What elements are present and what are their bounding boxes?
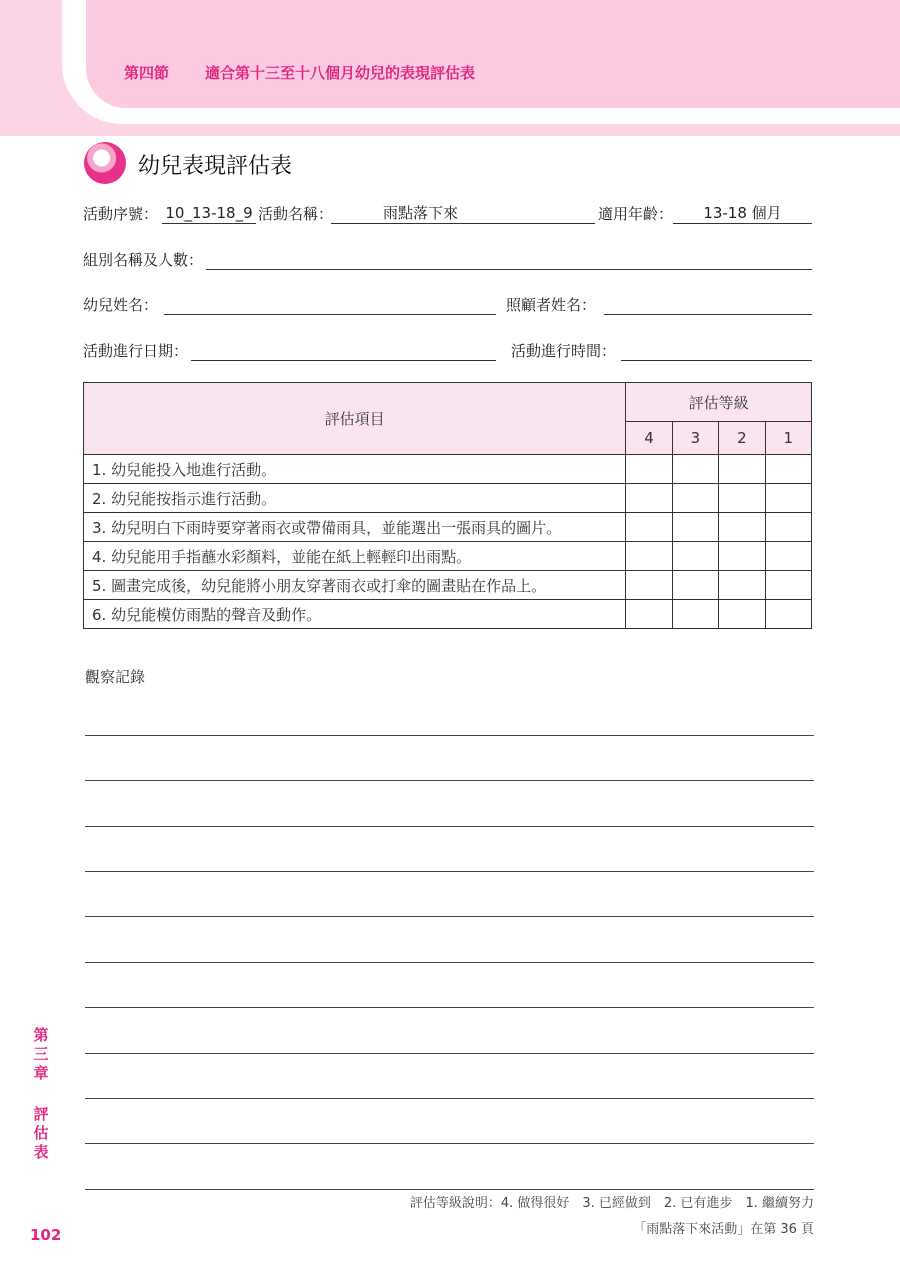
chapter-char: 第 [33,1026,49,1044]
grade-cell[interactable] [719,600,765,629]
chapter-char: 三 [33,1045,49,1063]
header-panel [86,0,900,108]
child-name-label: 幼兒姓名： [83,296,159,314]
chapter-title-char: 估 [33,1124,49,1142]
group-label: 組別名稱及人數： [83,251,204,269]
carer-name-label: 照顧者姓名： [506,296,597,314]
observation-line[interactable] [85,780,814,781]
grade-1-header: 1 [765,422,811,455]
grade-4-header: 4 [626,422,672,455]
chapter-title-char: 評 [33,1105,49,1123]
grade-cell[interactable] [626,600,672,629]
item-header: 評估項目 [84,383,626,455]
activity-name-value: 雨點落下來 [383,204,459,222]
activity-name-field[interactable] [331,203,595,224]
grade-cell[interactable] [672,455,718,484]
grade-cell[interactable] [672,600,718,629]
observation-line[interactable] [85,871,814,872]
observation-line[interactable] [85,1098,814,1099]
table-row [84,571,812,600]
grade-cell[interactable] [765,455,811,484]
age-field[interactable]: 13-18 個月 [673,203,812,224]
grade-2-header: 2 [719,422,765,455]
item-text: 1. 幼兒能投入地進行活動。 [84,455,626,484]
section-title: 適合第十三至十八個月幼兒的表現評估表 [205,64,476,82]
group-field[interactable] [206,249,812,270]
grade-cell[interactable] [765,542,811,571]
table-row [84,513,812,542]
observation-line[interactable] [85,916,814,917]
grade-legend: 評估等級說明：4. 做得很好 3. 已經做到 2. 已有進步 1. 繼續努力 [409,1196,814,1211]
grade-cell[interactable] [672,513,718,542]
child-name-field[interactable] [164,294,496,315]
evaluation-table [83,382,812,629]
grade-cell[interactable] [626,484,672,513]
time-label: 活動進行時間： [511,342,617,360]
grade-cell[interactable] [765,513,811,542]
grade-cell[interactable] [719,455,765,484]
table-row [84,600,812,629]
item-text: 2. 幼兒能按指示進行活動。 [84,484,626,513]
grade-cell[interactable] [719,571,765,600]
date-label: 活動進行日期： [83,342,189,360]
table-row [84,484,812,513]
table-row [84,455,812,484]
observation-line[interactable] [85,1189,814,1190]
chapter-char: 章 [33,1064,49,1082]
bullet-circle-icon [84,142,126,184]
section-label: 第四節 [124,64,170,82]
grade-cell[interactable] [765,484,811,513]
activity-no-label: 活動序號： [83,205,159,223]
observation-line[interactable] [85,962,814,963]
table-row [84,542,812,571]
time-field[interactable] [621,340,812,361]
observation-line[interactable] [85,735,814,736]
grade-cell[interactable] [626,542,672,571]
item-text: 3. 幼兒明白下雨時要穿著雨衣或帶備雨具，並能選出一張雨具的圖片。 [84,513,626,542]
activity-no-field[interactable]: 10_13-18_9 [162,203,256,224]
grade-cell[interactable] [626,513,672,542]
age-label: 適用年齡： [598,205,674,223]
activity-reference: 「雨點落下來活動」在第 36 頁 [633,1222,814,1237]
observation-line[interactable] [85,1143,814,1144]
carer-name-field[interactable] [604,294,812,315]
item-text: 4. 幼兒能用手指蘸水彩顏料，並能在紙上輕輕印出雨點。 [84,542,626,571]
date-field[interactable] [191,340,496,361]
grade-cell[interactable] [765,600,811,629]
grade-cell[interactable] [719,484,765,513]
item-text: 6. 幼兒能模仿雨點的聲音及動作。 [84,600,626,629]
grade-cell[interactable] [719,513,765,542]
chapter-title-char: 表 [33,1143,49,1161]
observation-line[interactable] [85,1007,814,1008]
header-title [124,62,475,83]
grade-cell[interactable] [672,484,718,513]
observation-label: 觀察記錄 [85,668,146,686]
item-text: 5. 圖畫完成後，幼兒能將小朋友穿著雨衣或打傘的圖畫貼在作品上。 [84,571,626,600]
grade-cell[interactable] [672,542,718,571]
grade-cell[interactable] [719,542,765,571]
grade-cell[interactable] [626,571,672,600]
grade-cell[interactable] [765,571,811,600]
form-title: 幼兒表現評估表 [138,154,293,179]
observation-line[interactable] [85,1053,814,1054]
activity-name-label: 活動名稱： [258,205,334,223]
observation-line[interactable] [85,826,814,827]
page-number: 102 [30,1226,62,1244]
chapter-marker [30,1026,52,1162]
grade-header: 評估等級 [626,383,812,422]
grade-3-header: 3 [672,422,718,455]
grade-cell[interactable] [626,455,672,484]
grade-cell[interactable] [672,571,718,600]
